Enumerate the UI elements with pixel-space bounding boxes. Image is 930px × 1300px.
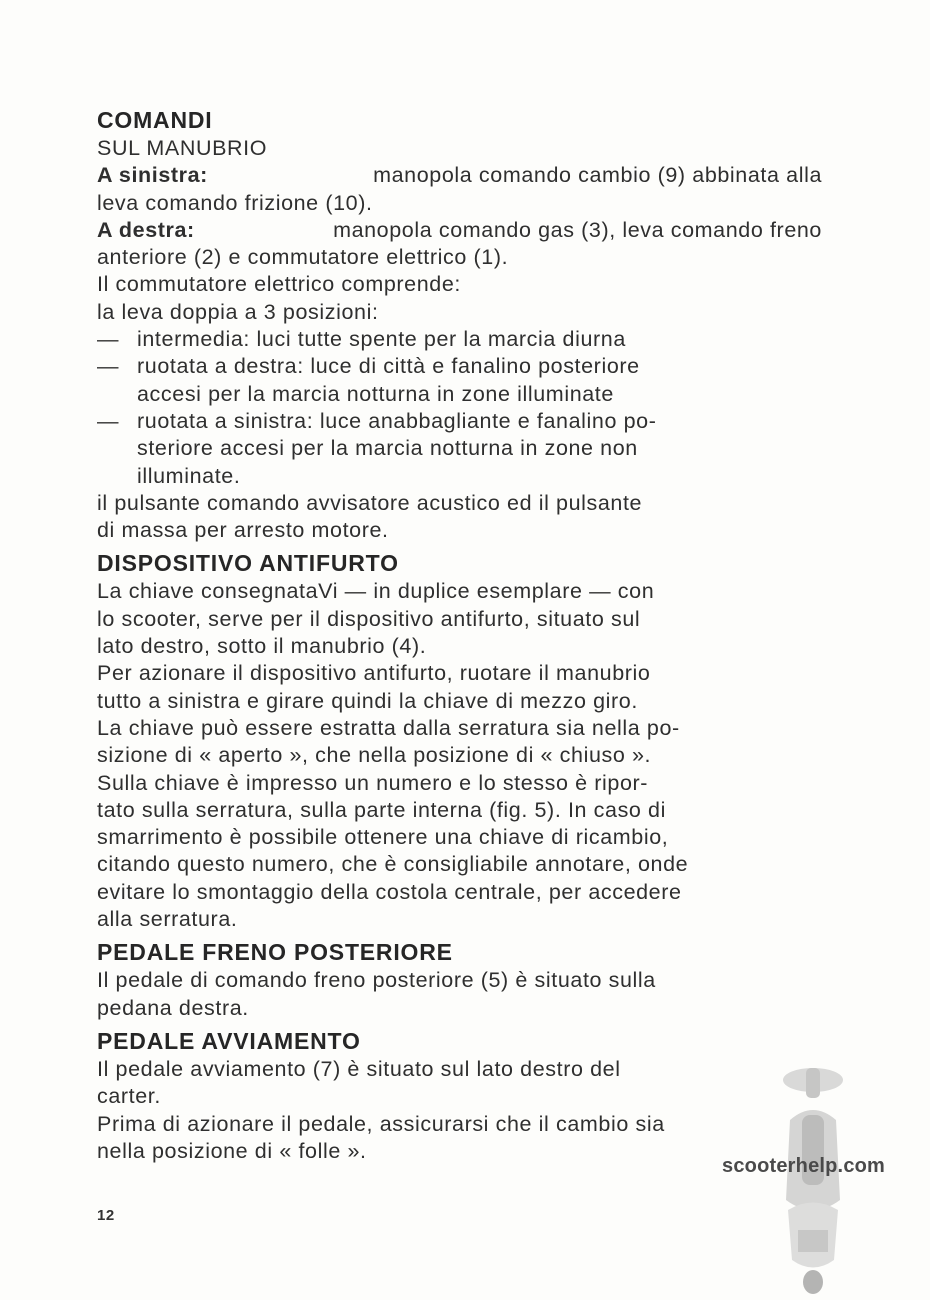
text-line: la leva doppia a 3 posizioni: — [97, 299, 379, 324]
dash-mark: — — [97, 354, 120, 379]
text-line: Il pedale avviamento (7) è situato sul lato destro del — [97, 1056, 621, 1081]
subheading-sul-manubrio: SUL MANUBRIO — [97, 136, 268, 160]
watermark-logo: scooterhelp.com — [722, 1155, 886, 1177]
heading-comandi: COMANDI — [97, 107, 213, 133]
text-line: Il commutatore elettrico comprende: — [97, 272, 461, 297]
text-line: La chiave può essere estratta dalla serratura sia nella po- — [97, 715, 680, 740]
heading-pedale-avviamento: PEDALE AVVIAMENTO — [97, 1027, 361, 1054]
text-line: Per azionare il dispositivo antifurto, ruotare il manubrio — [97, 661, 651, 686]
text-line: Il pedale di comando freno posteriore (5) è situato sulla — [97, 968, 656, 993]
label-a-destra: A destra: — [97, 217, 195, 242]
text-line: Prima di azionare il pedale, assicurarsi che il cambio sia — [97, 1111, 665, 1136]
list-item-text: ruotata a destra: luce di città e fanalino posteriore — [137, 354, 640, 379]
text-line: evitare lo smontaggio della costola centrale, per accedere — [97, 879, 682, 904]
dash-mark: — — [97, 327, 120, 352]
heading-pedale-freno-posteriore: PEDALE FRENO POSTERIORE — [97, 939, 453, 966]
text-line: smarrimento è possibile ottenere una chiave di ricambio, — [97, 825, 669, 850]
text-line — [97, 162, 822, 189]
list-item-text: ruotata a sinistra: luce anabbagliante e fanalino po- — [137, 408, 657, 433]
text-line: lato destro, sotto il manubrio (4). — [97, 634, 427, 659]
text-line: steriore accesi per la marcia notturna in zone non — [137, 436, 638, 461]
text-line: lo scooter, serve per il dispositivo antifurto, situato sul — [97, 606, 641, 631]
text-line: anteriore (2) e commutatore elettrico (1). — [97, 245, 509, 270]
text-line: Sulla chiave è impresso un numero e lo stesso è ripor- — [97, 770, 649, 795]
text-line: leva comando frizione (10). — [97, 190, 373, 215]
text-span: manopola comando gas (3), leva comando freno — [333, 217, 822, 242]
text-line: alla serratura. — [97, 907, 238, 932]
list-item — [97, 408, 822, 435]
heading-dispositivo-antifurto: DISPOSITIVO ANTIFURTO — [97, 550, 399, 577]
text-line: citando questo numero, che è consigliabile annotare, onde — [97, 852, 689, 877]
text-line: il pulsante comando avvisatore acustico ed il pulsante — [97, 490, 643, 515]
text-line: tutto a sinistra e girare quindi la chiave di mezzo giro. — [97, 688, 638, 713]
text-line — [97, 217, 822, 244]
text-line: La chiave consegnataVi — in duplice esemplare — con — [97, 579, 655, 604]
list-item — [97, 326, 822, 353]
text-line: pedana destra. — [97, 995, 249, 1020]
text-line: sizione di « aperto », che nella posizione di « chiuso ». — [97, 743, 652, 768]
text-line: di massa per arresto motore. — [97, 518, 389, 543]
label-a-sinistra: A sinistra: — [97, 163, 208, 188]
page-content — [97, 105, 822, 1165]
text-line: illuminate. — [137, 463, 241, 488]
page-number: 12 — [97, 1207, 115, 1224]
text-line: accesi per la marcia notturna in zone illuminate — [137, 381, 614, 406]
text-span: manopola comando cambio (9) abbinata alla — [373, 163, 822, 188]
list-item — [97, 353, 822, 380]
text-line: carter. — [97, 1084, 161, 1109]
list-item-text: intermedia: luci tutte spente per la marcia diurna — [137, 327, 626, 352]
text-line: tato sulla serratura, sulla parte interna (fig. 5). In caso di — [97, 797, 666, 822]
text-line: nella posizione di « folle ». — [97, 1138, 367, 1163]
dash-mark: — — [97, 408, 120, 433]
